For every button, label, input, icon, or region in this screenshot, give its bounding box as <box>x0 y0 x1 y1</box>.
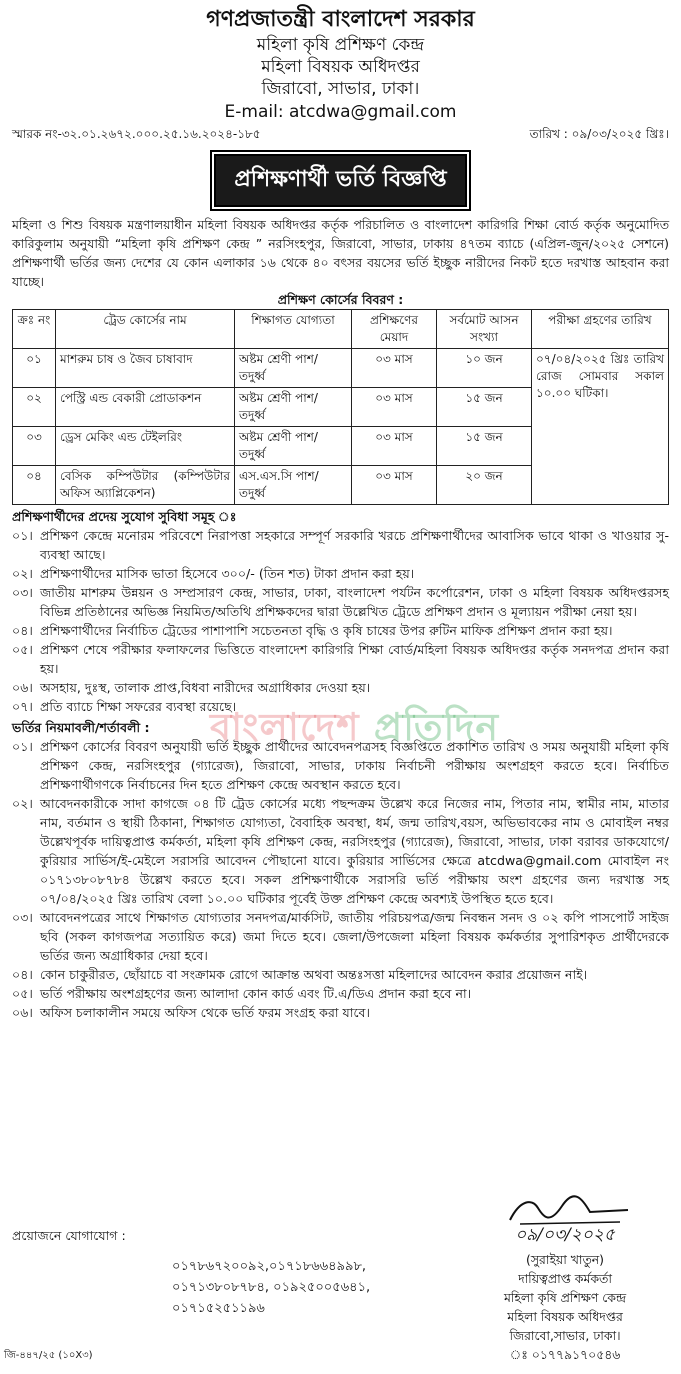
signatory-office: মহিলা কৃষি প্রশিক্ষণ কেন্দ্র <box>504 1290 626 1305</box>
list-item <box>12 564 669 583</box>
notice-title: প্রশিক্ষণার্থী ভর্তি বিজ্ঞপ্তি <box>214 154 466 207</box>
rules-heading: ভর্তির নিয়মাবলী/শর্তাবলী : <box>12 720 150 735</box>
header-sl: ক্রঃ নং <box>13 310 56 349</box>
cell-course: পেস্ট্রি এন্ড বেকারী প্রোডাকশন <box>56 388 235 427</box>
item-number: ০৫। <box>12 642 33 657</box>
header-exam-date: পরীক্ষা গ্রহণের তারিখ <box>532 310 669 349</box>
address-line: জিরাবো, সাভার, ঢাকা। <box>261 79 420 99</box>
cell-qualification: এস.এস.সি পাশ/ তদুর্ধ্ব <box>235 466 352 505</box>
item-number: ০৪। <box>12 623 33 638</box>
phone-line: ০১৭১৩৮০৮৭৮৪, ০১৯২৫০০৫৬৪১, <box>172 1280 371 1295</box>
list-item <box>12 697 669 716</box>
item-number: ০২। <box>12 796 33 811</box>
cell-seats: ১০ জন <box>437 349 532 388</box>
cell-duration: ০৩ মাস <box>352 388 437 427</box>
table-header-row <box>13 310 669 349</box>
cell-duration: ০৩ মাস <box>352 466 437 505</box>
list-item <box>12 678 669 697</box>
item-text: প্রশিক্ষণ কোর্সের বিবরণ অনুযায়ী ভর্তি ইচ্ছুক প্রার্থীদের আবেদনপত্রসহ বিজ্ঞপ্তিতে প্রকাশিত তারিখ ও সময় অনুযায়ী মহিলা কৃষি প্রশিক্ষণ কেন্দ্র, নরসিংহপুর (গ্যারেজ), জিরাবো, সাভার, ঢাকায় নির্বাচনী পরীক্ষায় অংশগ্রহণ করতে হবে। নির্বাচিত প্রশিক্ষণার্থীগণকে নির্বাচনের দিন হতে প্রশিক্ষণ কেন্দ্রে অবস্থান করতে হবে। <box>40 739 669 792</box>
item-number: ০৬। <box>12 1005 33 1020</box>
item-text: অসহায়, দুঃস্থ, তালাক প্রাপ্ত,বিধবা নারীদের অগ্রাধিকার দেওয়া হয়। <box>40 680 371 695</box>
item-number: ০৩। <box>12 585 33 600</box>
cell-qualification: অষ্টম শ্রেণী পাশ/ তদুর্ধ্ব <box>235 427 352 466</box>
cell-course: মাশরুম চাষ ও জৈব চাষাবাদ <box>56 349 235 388</box>
signatory-address: জিরাবো,সাভার, ঢাকা। <box>509 1328 621 1343</box>
item-text: অফিস চলাকালীন সময়ে অফিস থেকে ভর্তি ফরম সংগ্রহ করা যাবে। <box>40 1005 371 1020</box>
cell-sl: ০১ <box>13 349 56 388</box>
item-text: প্রতি ব্যাচে শিক্ষা সফরের ব্যবস্থা রয়েছে। <box>40 699 237 714</box>
item-text: প্রশিক্ষণ কেন্দ্রে মনোরম পরিবেশে নিরাপত্তা সহকারে সম্পূর্ণ সরকারি খরচে প্রশিক্ষণার্থীদের আবাসিক ভাবে থাকা ও খাওয়ার সু-ব্যবস্থা আছে। <box>40 528 669 562</box>
rules-list <box>12 737 669 1022</box>
center-name: মহিলা কৃষি প্রশিক্ষণ কেন্দ্র <box>256 35 425 55</box>
contact-phones <box>172 1256 370 1319</box>
watermark-part1: বাংলাদেশ <box>210 705 374 749</box>
item-number: ০৩। <box>12 910 33 925</box>
item-number: ০৬। <box>12 680 33 695</box>
list-item <box>12 526 669 564</box>
govt-title: গণপ্রজাতন্ত্রী বাংলাদেশ সরকার <box>206 7 475 32</box>
memo-ref: স্মারক নং-৩২.০১.২৬৭২.০০০.২৫.১৬.২০২৪-১৮৫ <box>12 127 261 141</box>
cell-sl: ০২ <box>13 388 56 427</box>
cell-duration: ০৩ মাস <box>352 427 437 466</box>
cell-seats: ১৫ জন <box>437 388 532 427</box>
item-number: ০৭। <box>12 699 33 714</box>
table-caption: প্রশিক্ষণ কোর্সের বিবরণ : <box>277 292 404 307</box>
cell-qualification: অষ্টম শ্রেণী পাশ/ তদুর্ধ্ব <box>235 349 352 388</box>
cell-sl: ০৩ <box>13 427 56 466</box>
cell-duration: ০৩ মাস <box>352 349 437 388</box>
email-line: E-mail: atcdwa@gmail.com <box>224 102 457 122</box>
phone-line: ০১৭৮৬৭২০০৯২,০১৭১৮৬৬৪৯৯৮, <box>172 1259 367 1274</box>
item-number: ০২। <box>12 566 33 581</box>
list-item <box>12 1003 669 1022</box>
memo-date: তারিখ : ০৯/০৩/২০২৫ খ্রিঃ। <box>529 127 669 141</box>
list-item <box>12 984 669 1003</box>
list-item <box>12 908 669 965</box>
signatory-designation: দায়িত্বপ্রাপ্ত কর্মকর্তা <box>518 1271 612 1286</box>
item-text: প্রশিক্ষণ শেষে পরীক্ষার ফলাফলের ভিত্তিতে বাংলাদেশ কারিগরি শিক্ষা বোর্ড/মহিলা বিষয়ক অধিদপ্তর কর্তৃক সনদপত্র প্রদান করা হয়। <box>40 642 669 676</box>
cell-sl: ০৪ <box>13 466 56 505</box>
header-qualification: শিক্ষাগত যোগ্যতা <box>235 310 352 349</box>
item-number: ০১। <box>12 528 33 543</box>
signature-block <box>465 1194 665 1364</box>
item-text: প্রশিক্ষণার্থীদের মাসিক ভাতা হিসেবে ৩০০/- (তিন শত) টাকা প্রদান করা হয়। <box>40 566 415 581</box>
list-item <box>12 583 669 621</box>
cell-seats: ২০ জন <box>437 466 532 505</box>
department-name: মহিলা বিষয়ক অধিদপ্তর <box>261 57 420 77</box>
cell-exam-date: ০৭/০৪/২০২৫ খ্রিঃ তারিখ রোজ সোমবার সকাল ১০.০০ ঘটিকা। <box>532 349 669 505</box>
list-item <box>12 621 669 640</box>
signatory-phone: ঃ ০১৭৭৯১৭০৫৪৬ <box>509 1347 621 1362</box>
table-row <box>13 349 669 388</box>
item-number: ০৫। <box>12 986 33 1001</box>
item-number: ০১। <box>12 739 33 754</box>
header-seats: সর্বমোট আসন সংখ্যা <box>437 310 532 349</box>
cell-course: বেসিক কম্পিউটার (কম্পিউটার অফিস অ্যাপ্লিকেশন) <box>56 466 235 505</box>
header-course: ট্রেড কোর্সের নাম <box>56 310 235 349</box>
benefits-list <box>12 526 669 716</box>
item-text: ভর্তি পরীক্ষায় অংশগ্রহণের জন্য আলাদা কোন কার্ড এবং টি.এ/ডিএ প্রদান করা হবে না। <box>40 986 472 1001</box>
footer-code: জি-৪৪৭/২৫ (১০X৩) <box>4 1350 93 1361</box>
course-table <box>12 309 669 505</box>
header-duration: প্রশিক্ষণের মেয়াদ <box>352 310 437 349</box>
signatory-dept: মহিলা বিষয়ক অধিদপ্তর <box>507 1309 623 1324</box>
item-text: কোন চাকুরীরত, ছোঁয়াচে বা সংক্রামক রোগে আক্রান্ত অথবা অন্তঃসত্তা মহিলাদের আবেদন করার প্রয়োজন নাই। <box>40 967 588 982</box>
list-item <box>12 794 669 908</box>
signatory-name: (সুরাইয়া খাতুন) <box>526 1252 604 1267</box>
list-item <box>12 737 669 794</box>
item-text: আবেদনকারীকে সাদা কাগজে ০৪ টি ট্রেড কোর্সের মধ্যে পছন্দক্রম উল্লেখ করে নিজের নাম, পিতার নাম, স্বামীর নাম, মাতার নাম, বর্তমান ও স্থায়ী ঠিকানা, শিক্ষাগত যোগ্যতা, বৈবাহিক অবস্থা, ধর্ম, জন্ম তারিখ,বয়স, অভিভাবকের নাম ও মোবাইল নম্বর উল্লেখপূর্বক দায়িত্বপ্রাপ্ত কর্মকর্তা, মহিলা কৃষি প্রশিক্ষণ কেন্দ্র, নরসিংহপুর (গ্যারেজ), জিরাবো, সাভার, ঢাকা বরাবর ডাকযোগে/কুরিয়ার সার্ভিস/ই-মেইলে সরাসরি আবেদন পৌছানো যাবে। কুরিয়ার সার্ভিসের ক্ষেত্রে atcdwa@gmail.com মোবাইল নং ০১৭১৩৮০৮৭৮৪ উল্লেখ করতে হবে। সকল প্রশিক্ষণার্থীকে সরাসরি ভর্তি পরীক্ষায় অংশ গ্রহণের জন্য দরখাস্ত সহ ০৭/০৪/২০২৫ খ্রিঃ তারিখ বেলা ১০.০০ ঘটিকার পূর্বেই উক্ত প্রশিক্ষণ কেন্দ্রে অবশ্যই উপস্থিত হতে হবে। <box>40 796 669 906</box>
signature-date: ০৯/০৩/২০২৫ <box>515 1225 615 1245</box>
benefits-heading: প্রশিক্ষণার্থীদের প্রদেয় সুযোগ সুবিধা সমূহ ঃ <box>12 509 237 524</box>
cell-course: ড্রেস মেকিং এন্ড টেইলরিং <box>56 427 235 466</box>
cell-seats: ১৫ জন <box>437 427 532 466</box>
notice-title-box <box>12 154 669 207</box>
watermark-part2: প্রতিদিন <box>373 705 500 749</box>
cell-qualification: অষ্টম শ্রেণী পাশ/ তদুর্ধ্ব <box>235 388 352 427</box>
contact-label: প্রয়োজনে যোগাযোগ : <box>12 1228 126 1243</box>
list-item <box>12 640 669 678</box>
phone-line: ০১৭১৫২৫১১৯৬ <box>172 1301 265 1316</box>
list-item <box>12 965 669 984</box>
item-text: আবেদনপত্রের সাথে শিক্ষাগত যোগ্যতার সনদপত্র/মার্কসিট, জাতীয় পরিচয়পত্র/জন্ম নিবন্ধন সনদ ও ০২ কপি পাসপোর্ট সাইজ ছবি (সকল কাগজপত্র সত্যায়িত করে) জমা দিতে হবে। জেলা/উপজেলা মহিলা বিষয়ক কর্মকর্তার সুপারিশকৃত প্রার্থীদেরকে ভর্তির জন্য অগ্রাধিকার দেয়া হবে। <box>40 910 669 963</box>
memo-line <box>12 126 669 146</box>
letterhead <box>12 0 669 124</box>
item-number: ০৪। <box>12 967 33 982</box>
intro-paragraph: মহিলা ও শিশু বিষয়ক মন্ত্রণালয়াধীন মহিলা বিষয়ক অধিদপ্তর কর্তৃক পরিচালিত ও বাংলাদেশ কারিগরি শিক্ষা বোর্ড কর্তৃক অনুমোদিত কারিকুলাম অনুযায়ী “মহিলা কৃষি প্রশিক্ষণ কেন্দ্র ” নরসিংহপুর, জিরাবো, সাভার, ঢাকায় ৪৭তম ব্যাচে (এপ্রিল-জুন/২০২৫ সেশনে) প্রশিক্ষণার্থী ভর্তির জন্য দেশের যে কোন এলাকার ১৬ থেকে ৪০ বৎসর বয়সের ভর্তি ইচ্ছুক নারীদের নিকট হতে দরখাস্ত আহবান করা যাচ্ছে। <box>12 217 669 289</box>
item-text: জাতীয় মাশরুম উন্নয়ন ও সম্প্রসারণ কেন্দ্র, সাভার, ঢাকা, বাংলাদেশ পর্যটন কর্পোরেশন, ঢাকা ও মহিলা বিষয়ক অধিদপ্তরসহ বিভিন্ন প্রতিষ্ঠানের অভিজ্ঞ নিয়মিত/অতিথি প্রশিক্ষকদের দ্বারা উল্লেখিত ট্রেডে প্রশিক্ষণ প্রদান ও মূল্যায়ন পরীক্ষা নেয়া হয়। <box>40 585 669 619</box>
item-text: প্রশিক্ষণার্থীদের নির্বাচিত ট্রেডের পাশাপাশি সচেতনতা বৃদ্ধি ও কৃষি চাষের উপর রুটিন মাফিক প্রশিক্ষণ প্রদান করা হয়। <box>40 623 613 638</box>
